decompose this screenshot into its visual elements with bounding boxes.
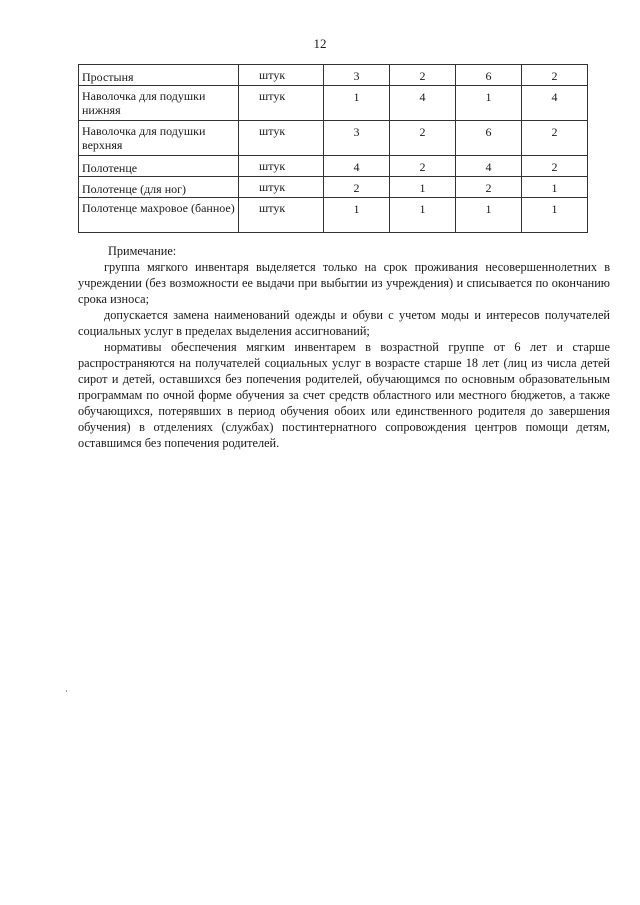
scan-speck (66, 690, 67, 692)
value-cell (522, 65, 588, 86)
item-name: Полотенце (82, 161, 138, 175)
item-unit: штук (259, 68, 286, 82)
note-paragraph: группа мягкого инвентаря выделяется только на срок проживания несовершеннолетних в учреждении (без возможности ее выдачи при выбытии из учреждения) и списывается по окончанию срока износа; (78, 260, 610, 306)
value-cell (456, 86, 522, 121)
value-cell (456, 177, 522, 198)
value-cell (324, 177, 390, 198)
value-cell (390, 86, 456, 121)
value-cell (324, 86, 390, 121)
item-value: 3 (353, 69, 360, 83)
item-value: 2 (419, 160, 426, 174)
item-unit: штук (259, 180, 286, 194)
item-name-cell (79, 86, 239, 121)
value-cell (456, 198, 522, 233)
page-number: 12 (313, 36, 327, 51)
value-cell (522, 86, 588, 121)
item-value: 2 (551, 69, 558, 83)
note-paragraph: допускается замена наименований одежды и обуви с учетом моды и интересов получателей социальных услуг в пределах выделения ассигнований; (78, 308, 610, 338)
item-value: 4 (551, 90, 558, 104)
value-cell (390, 121, 456, 156)
table-row (79, 177, 588, 198)
value-cell (324, 65, 390, 86)
note-paragraph: нормативы обеспечения мягким инвентарем в возрастной группе от 6 лет и старше распространяются на получателей социальных услуг в возрасте старше 18 лет (лиц из числа детей сирот и детей, оставшихся без попечения родителей, обучающимся по основным образовательным программам по очной форме обучения за счет средств областного или местного бюджетов, а также обучающихся, потерявших в период обучения обоих или единственного родителя до завершения обучения) в отделениях (службах) постинтернатного сопровождения центров помощи детям, оставшимся без попечения родителей. (78, 340, 610, 450)
unit-cell (239, 121, 324, 156)
item-value: 3 (353, 125, 360, 139)
value-cell (456, 65, 522, 86)
item-unit: штук (259, 124, 286, 138)
item-name: Наволочка для подушки нижняя (82, 89, 206, 117)
item-value: 2 (419, 69, 426, 83)
value-cell (324, 156, 390, 177)
item-value: 4 (485, 160, 492, 174)
unit-cell (239, 156, 324, 177)
notes-section (78, 243, 610, 451)
value-cell (324, 198, 390, 233)
value-cell (390, 198, 456, 233)
value-cell (456, 156, 522, 177)
item-value: 6 (485, 69, 492, 83)
item-name-cell (79, 156, 239, 177)
item-name: Полотенце махровое (банное) (82, 201, 235, 215)
table-row (79, 121, 588, 156)
item-unit: штук (259, 201, 286, 215)
item-value: 2 (551, 160, 558, 174)
item-value: 2 (485, 181, 492, 195)
item-unit: штук (259, 89, 286, 103)
item-unit: штук (259, 159, 286, 173)
item-value: 1 (419, 181, 426, 195)
value-cell (522, 177, 588, 198)
value-cell (522, 198, 588, 233)
item-value: 1 (353, 202, 360, 216)
item-name: Полотенце (для ног) (82, 182, 187, 196)
item-value: 1 (551, 181, 558, 195)
value-cell (522, 121, 588, 156)
unit-cell (239, 198, 324, 233)
table-row (79, 156, 588, 177)
item-value: 2 (551, 125, 558, 139)
item-name: Наволочка для подушки верхняя (82, 124, 206, 152)
item-value: 1 (485, 202, 492, 216)
item-value: 6 (485, 125, 492, 139)
item-name-cell (79, 121, 239, 156)
item-value: 2 (353, 181, 360, 195)
norms-table (78, 64, 588, 233)
table-row (79, 65, 588, 86)
item-name: Простыня (82, 70, 134, 84)
value-cell (390, 177, 456, 198)
unit-cell (239, 65, 324, 86)
item-value: 1 (419, 202, 426, 216)
item-value: 1 (551, 202, 558, 216)
item-name-cell (79, 198, 239, 233)
value-cell (522, 156, 588, 177)
value-cell (324, 121, 390, 156)
notes-heading: Примечание: (108, 244, 177, 258)
item-value: 1 (485, 90, 492, 104)
unit-cell (239, 177, 324, 198)
value-cell (390, 156, 456, 177)
item-name-cell (79, 65, 239, 86)
item-value: 2 (419, 125, 426, 139)
unit-cell (239, 86, 324, 121)
item-value: 4 (353, 160, 360, 174)
item-name-cell (79, 177, 239, 198)
value-cell (390, 65, 456, 86)
table-row (79, 198, 588, 233)
item-value: 1 (353, 90, 360, 104)
value-cell (456, 121, 522, 156)
table-row (79, 86, 588, 121)
item-value: 4 (419, 90, 426, 104)
